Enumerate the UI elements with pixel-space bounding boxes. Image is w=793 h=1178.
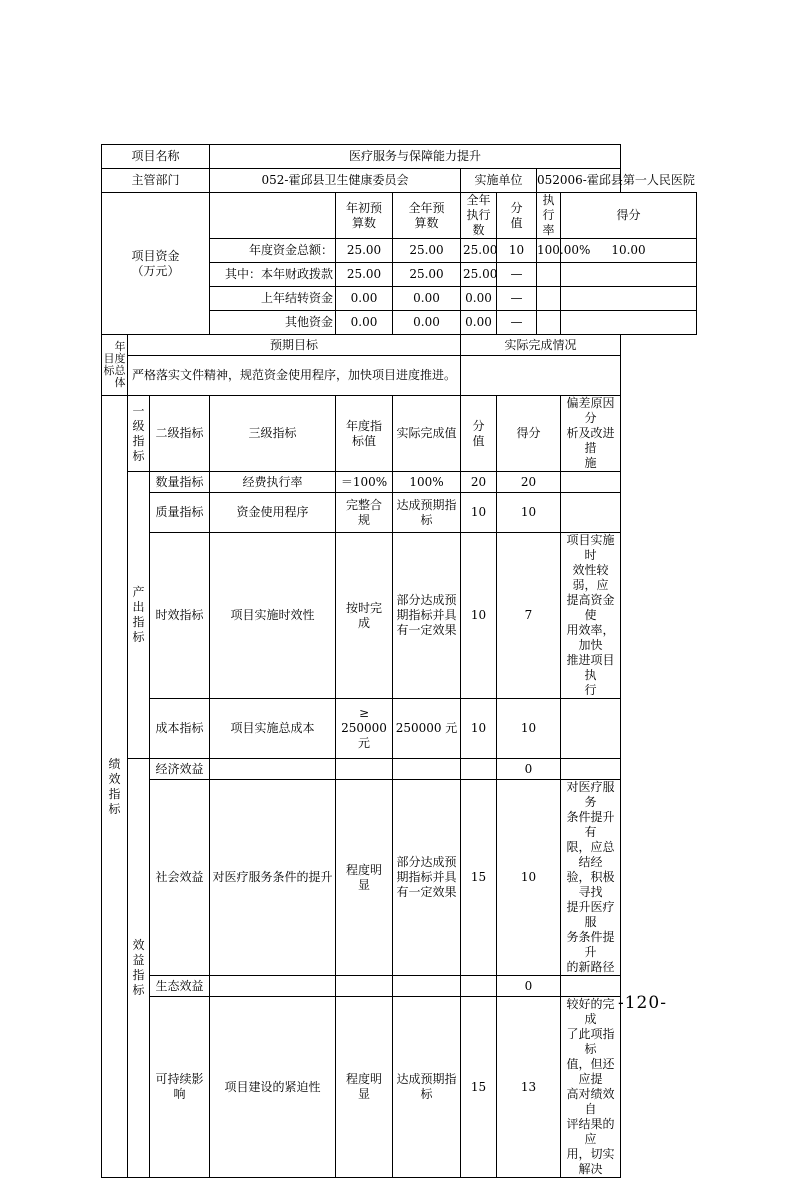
reason-cell — [561, 759, 621, 780]
score-cell — [461, 759, 497, 780]
funds-v3: 0.00 — [461, 287, 497, 311]
reason-header: 偏差原因分 析及改进措 施 — [561, 396, 621, 472]
expected-goal-text: 严格落实文件精神，规范资金使用程序，加快项目进度推进。 — [128, 356, 461, 396]
col-execution-rate: 执行率 — [537, 193, 561, 239]
reason-cell: 项目实施时 效性较弱，应 提高资金使 用效率，加快 推进项目执 行 — [561, 533, 621, 699]
actual-cell: 达成预期指 标 — [393, 493, 461, 533]
funds-points — [561, 287, 697, 311]
level2-cell: 经济效益 — [150, 759, 210, 780]
indicator-row — [102, 533, 697, 699]
funds-score: — — [497, 263, 537, 287]
level3-cell: 经费执行率 — [210, 472, 336, 493]
reason-cell — [561, 493, 621, 533]
expected-goal-label: 预期目标 — [128, 335, 461, 356]
funds-v2: 25.00 — [393, 239, 461, 263]
target-header: 年度指 标值 — [336, 396, 393, 472]
target-cell — [336, 976, 393, 997]
target-cell: 完整合 规 — [336, 493, 393, 533]
funds-rate — [537, 287, 561, 311]
reason-cell: 较好的完成 了此项指标 值，但还应提 高对绩效自 评结果的应 用，切实解决 — [561, 997, 621, 1178]
funds-v1: 25.00 — [336, 263, 393, 287]
project-name-label: 项目名称 — [102, 145, 210, 169]
performance-table — [101, 144, 697, 1178]
funds-v1: 25.00 — [336, 239, 393, 263]
department-row — [102, 169, 697, 193]
funds-v1: 0.00 — [336, 311, 393, 335]
funds-score: — — [497, 311, 537, 335]
goal-header-row — [102, 335, 697, 356]
actual-cell: 100% — [393, 472, 461, 493]
funds-v3: 25.00 — [461, 239, 497, 263]
indicator-row — [102, 976, 697, 997]
level1-header: 一 级 指 标 — [128, 396, 150, 472]
col-initial-budget: 年初预 算数 — [336, 193, 393, 239]
page-number: -120- — [618, 993, 667, 1013]
goal-side-label-a: 年 度 总 体 — [114, 340, 126, 389]
output-indicator-label: 产 出 指 标 — [128, 472, 150, 759]
indicator-row — [102, 997, 697, 1178]
indicator-row — [102, 472, 697, 493]
level2-cell: 质量指标 — [150, 493, 210, 533]
funds-score: — — [497, 287, 537, 311]
level3-cell — [210, 976, 336, 997]
unit-value: 052006-霍邱县第一人民医院 — [537, 169, 621, 193]
indicator-row — [102, 493, 697, 533]
col-annual-budget: 全年预 算数 — [393, 193, 461, 239]
indicator-row — [102, 780, 697, 976]
funds-empty-header — [210, 193, 336, 239]
funds-row-label: 年度资金总额： — [210, 239, 336, 263]
level3-cell: 项目实施时效性 — [210, 533, 336, 699]
actual-goal-label: 实际完成情况 — [461, 335, 621, 356]
level2-cell: 成本指标 — [150, 699, 210, 759]
funds-points — [561, 263, 697, 287]
level2-cell: 生态效益 — [150, 976, 210, 997]
funds-v1: 0.00 — [336, 287, 393, 311]
points-cell: 0 — [497, 759, 561, 780]
funds-row-label: 其中：本年财政拨款 — [210, 263, 336, 287]
funds-rate — [537, 263, 561, 287]
points-cell: 7 — [497, 533, 561, 699]
perf-header-row — [102, 396, 697, 472]
unit-label: 实施单位 — [461, 169, 537, 193]
level3-cell: 项目建设的紧迫性 — [210, 997, 336, 1178]
score-header: 分 值 — [461, 396, 497, 472]
level3-cell — [210, 759, 336, 780]
funds-points — [561, 311, 697, 335]
score-cell — [461, 976, 497, 997]
indicator-row — [102, 759, 697, 780]
score-cell: 10 — [461, 533, 497, 699]
project-name-row — [102, 145, 697, 169]
goal-side-label — [102, 335, 128, 396]
funds-v2: 0.00 — [393, 311, 461, 335]
indicator-row — [102, 699, 697, 759]
col-points: 得分 — [561, 193, 697, 239]
department-label: 主管部门 — [102, 169, 210, 193]
level3-cell: 资金使用程序 — [210, 493, 336, 533]
funds-v3: 25.00 — [461, 263, 497, 287]
funds-v3: 0.00 — [461, 311, 497, 335]
funds-score: 10 — [497, 239, 537, 263]
actual-goal-text — [461, 356, 621, 396]
score-cell: 10 — [461, 699, 497, 759]
target-cell: 按时完 成 — [336, 533, 393, 699]
col-score: 分 值 — [497, 193, 537, 239]
level2-header: 二级指标 — [150, 396, 210, 472]
reason-cell: 对医疗服务 条件提升有 限，应总结经 验，积极寻找 提升医疗服 务条件提升 的新路径 — [561, 780, 621, 976]
actual-cell: 部分达成预 期指标并具 有一定效果 — [393, 780, 461, 976]
score-cell: 20 — [461, 472, 497, 493]
points-cell: 0 — [497, 976, 561, 997]
reason-cell — [561, 976, 621, 997]
target-cell: ≥ 250000 元 — [336, 699, 393, 759]
target-cell: ＝100% — [336, 472, 393, 493]
project-name-value: 医疗服务与保障能力提升 — [210, 145, 621, 169]
actual-header: 实际完成值 — [393, 396, 461, 472]
points-cell: 20 — [497, 472, 561, 493]
funds-v2: 0.00 — [393, 287, 461, 311]
department-value: 052-霍邱县卫生健康委员会 — [210, 169, 461, 193]
level2-cell: 时效指标 — [150, 533, 210, 699]
funds-row-label: 上年结转资金 — [210, 287, 336, 311]
reason-cell — [561, 699, 621, 759]
funds-rate — [537, 311, 561, 335]
funds-header-row — [102, 193, 697, 239]
actual-cell: 250000 元 — [393, 699, 461, 759]
actual-cell: 部分达成预 期指标并具 有一定效果 — [393, 533, 461, 699]
col-annual-execution: 全年执行数 — [461, 193, 497, 239]
goal-content-row — [102, 356, 697, 396]
points-cell: 13 — [497, 997, 561, 1178]
goal-side-label-b: 目 标 — [103, 352, 115, 377]
target-cell: 程度明 显 — [336, 780, 393, 976]
actual-cell — [393, 976, 461, 997]
benefit-indicator-label: 效 益 指 标 — [128, 759, 150, 1178]
level2-cell: 社会效益 — [150, 780, 210, 976]
points-header: 得分 — [497, 396, 561, 472]
funds-label: 项目资金 （万元） — [102, 193, 210, 335]
level3-cell: 项目实施总成本 — [210, 699, 336, 759]
reason-cell — [561, 472, 621, 493]
funds-v2: 25.00 — [393, 263, 461, 287]
actual-cell: 达成预期指 标 — [393, 997, 461, 1178]
points-cell: 10 — [497, 699, 561, 759]
score-cell: 15 — [461, 780, 497, 976]
score-cell: 15 — [461, 997, 497, 1178]
level2-cell: 数量指标 — [150, 472, 210, 493]
points-cell: 10 — [497, 493, 561, 533]
funds-rate: 100.00% — [537, 239, 561, 263]
level2-cell: 可持续影 响 — [150, 997, 210, 1178]
actual-cell — [393, 759, 461, 780]
target-cell: 程度明 显 — [336, 997, 393, 1178]
level3-cell: 对医疗服务条件的提升 — [210, 780, 336, 976]
score-cell: 10 — [461, 493, 497, 533]
perf-side-label: 绩 效 指 标 — [102, 396, 128, 1178]
points-cell: 10 — [497, 780, 561, 976]
funds-row-label: 其他资金 — [210, 311, 336, 335]
funds-points: 10.00 — [561, 239, 697, 263]
target-cell — [336, 759, 393, 780]
level3-header: 三级指标 — [210, 396, 336, 472]
